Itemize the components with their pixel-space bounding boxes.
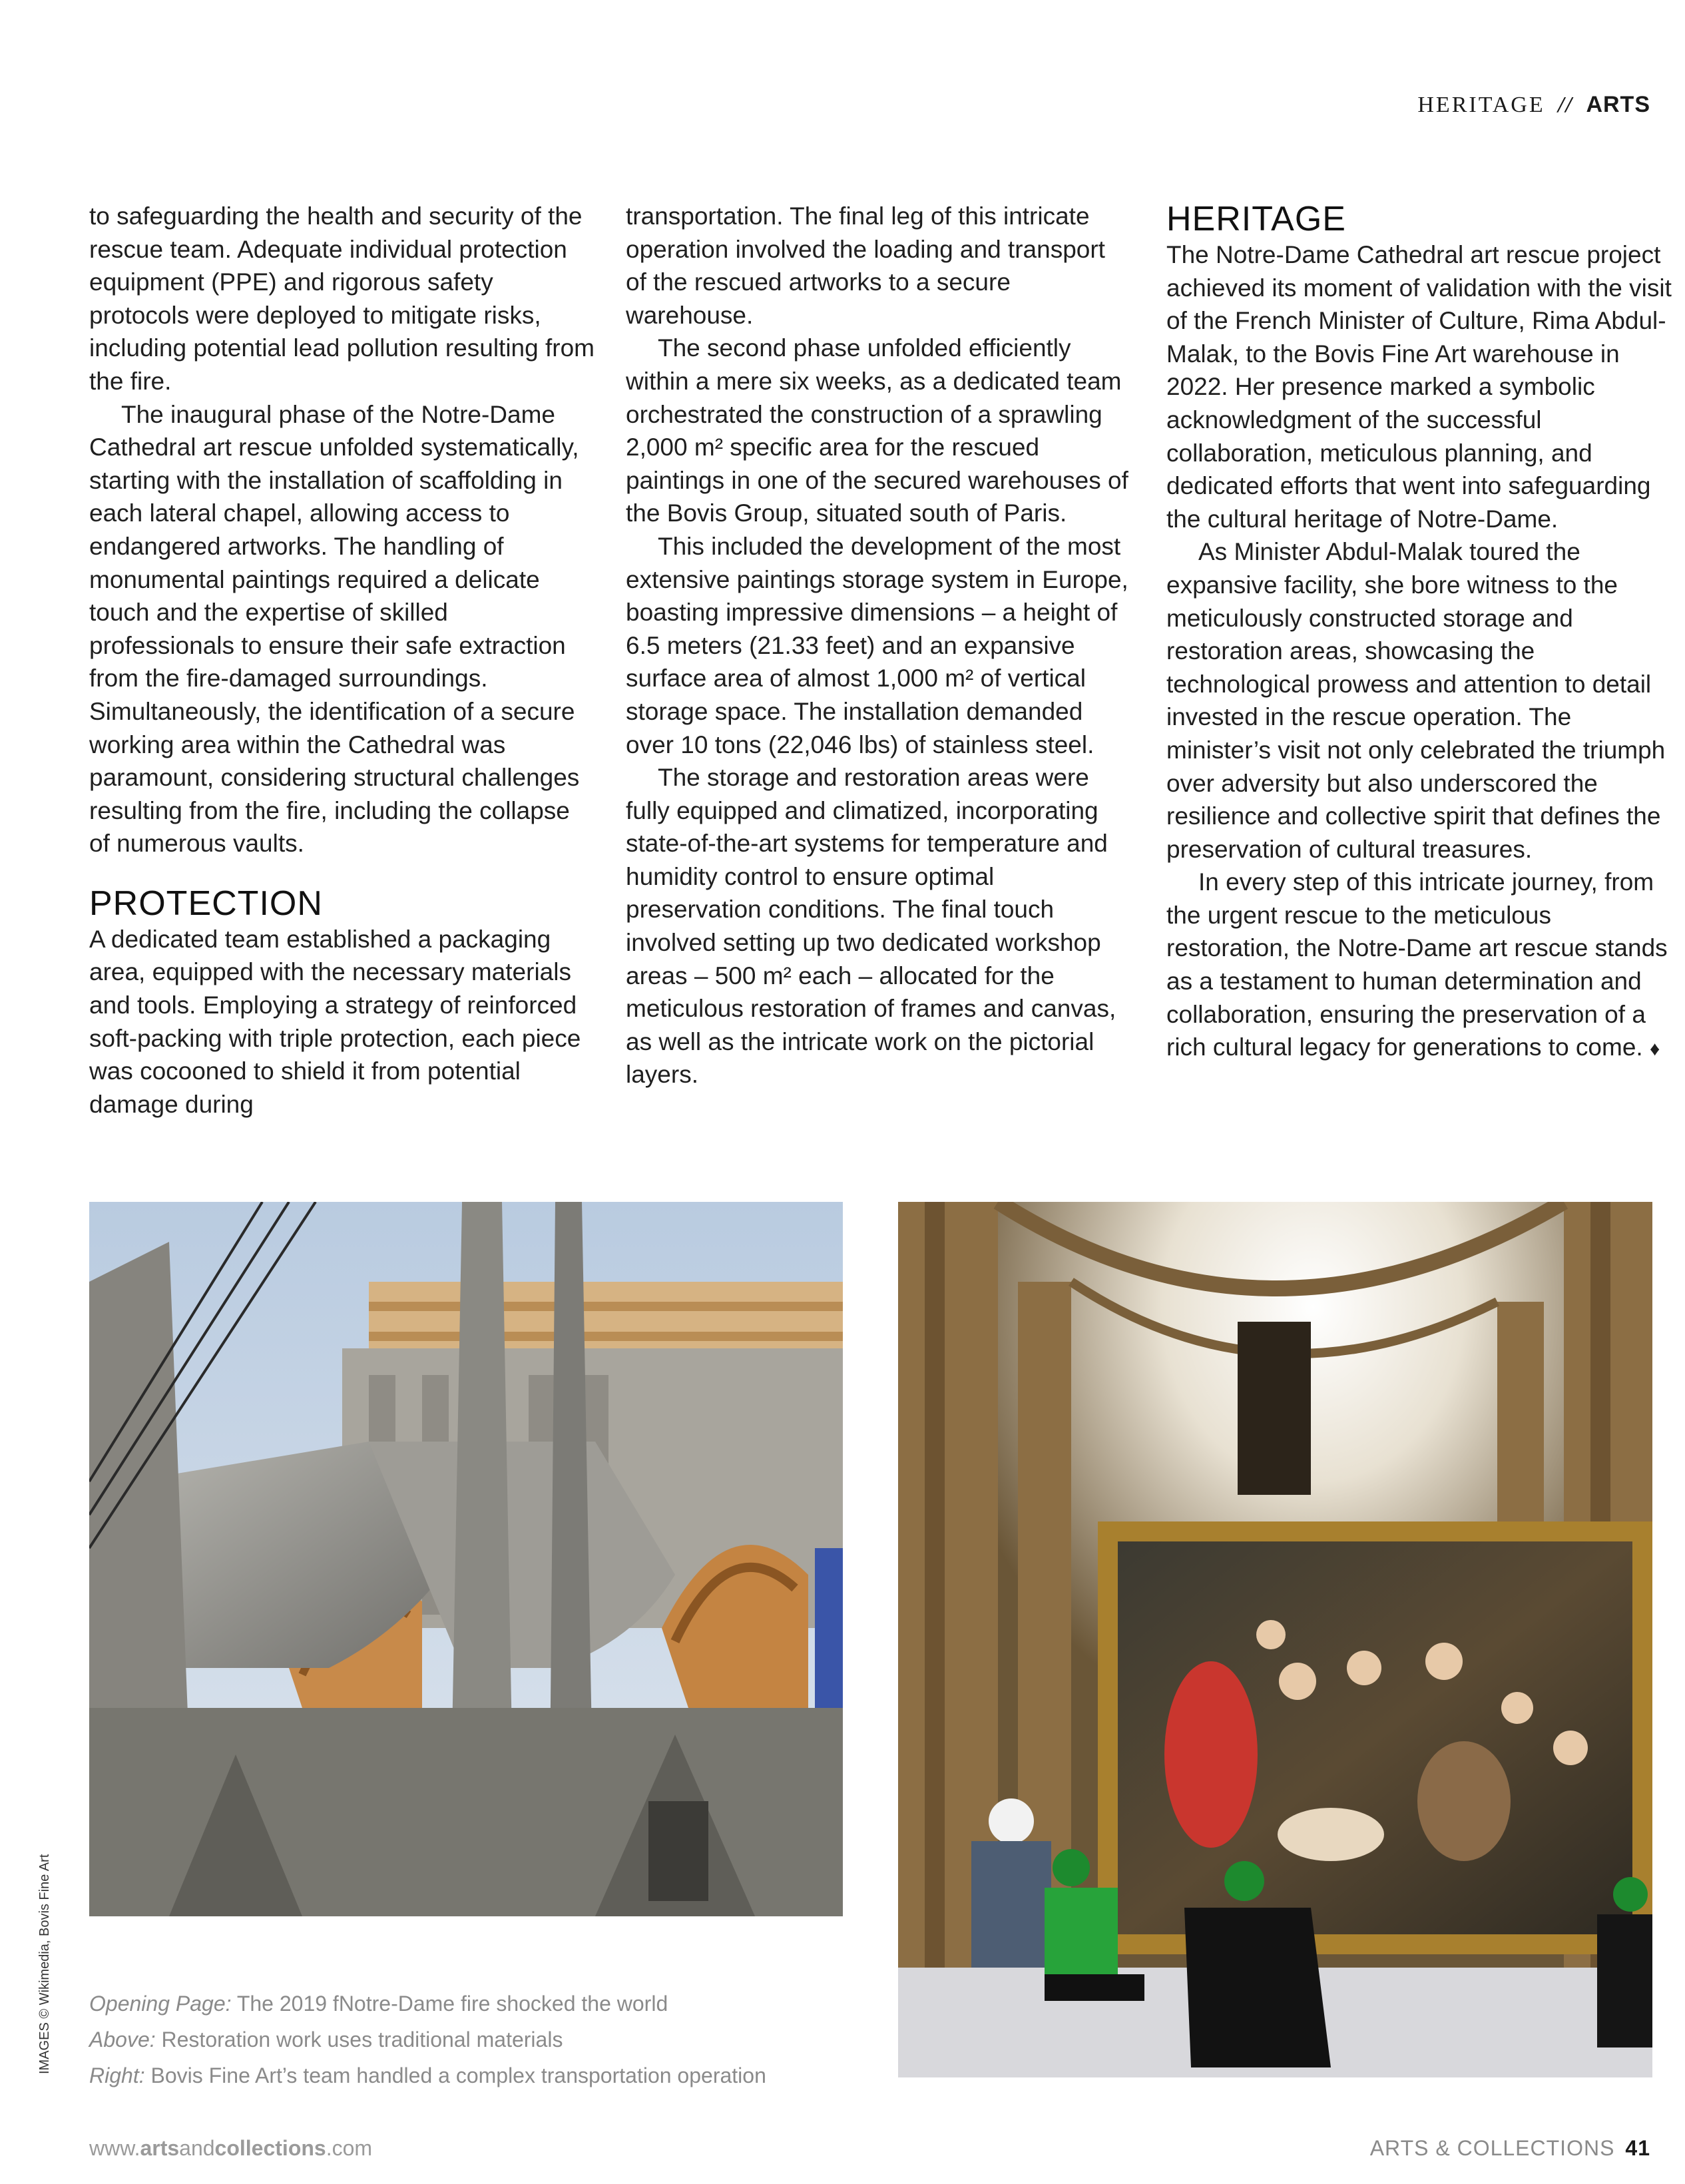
- site-arts: arts: [140, 2136, 180, 2160]
- site-collections: collections: [214, 2136, 326, 2160]
- site-and: and: [179, 2136, 215, 2160]
- footer-website[interactable]: [89, 2136, 372, 2161]
- text-column-1: [89, 200, 595, 1121]
- site-prefix: www.: [89, 2136, 140, 2160]
- paragraph-text: In every step of this intricate journey, from the urgent rescue to the meticulous restoration, the Notre-Dame art rescue stands as a testament to human determination and collaboration, ensuring the preservation of a rich cultural legacy for generations to come.: [1166, 868, 1668, 1061]
- caption-text: Bovis Fine Art’s team handled a complex transportation operation: [150, 2063, 766, 2087]
- image-credit: IMAGES © Wikimedia, Bovis Fine Art: [37, 1854, 52, 2074]
- paragraph: A dedicated team established a packaging area, equipped with the necessary materials and tools. Employing a strategy of reinforced soft-packing with triple protection, each piece was cocooned to shield it from potential damage during: [89, 925, 581, 1118]
- paragraph: The inaugural phase of the Notre-Dame Cathedral art rescue unfolded systematically, starting with the installation of scaffolding in each lateral chapel, allowing access to endangered artworks. The handling of monumental paintings required a delicate touch and the expertise of skilled professionals to ensure their safe extraction from the fire-damaged surroundings. Simultaneously, the identification of a secure working area within the Cathedral was paramount, considering structural challenges resulting from the fire, including the collapse of numerous vaults.: [89, 400, 580, 858]
- caption-label: Above:: [89, 2028, 156, 2051]
- running-header: [1417, 92, 1650, 118]
- end-mark-icon: ♦: [1649, 1038, 1660, 1061]
- paragraph: As Minister Abdul-Malak toured the expansive facility, she bore witness to the meticulously constructed storage and restoration areas, showcasing the technological prowess and attention to detail invested in the rescue operation. The minister’s visit not only celebrated the triumph over adversity but also underscored the resilience and collective spirit that defines the preservation of cultural treasures.: [1166, 538, 1666, 863]
- paragraph: The storage and restoration areas were fully equipped and climatized, incorporating state-of-the-art systems for temperature and humidity control to ensure optimal preservation conditions. The final touch involved setting up two dedicated workshop areas – 500 m² each – allocated for the meticulous restoration of frames and canvas, as well as the intricate work on the pictorial layers.: [626, 764, 1116, 1089]
- paragraph: transportation. The final leg of this intricate operation involved the loading and transport of the rescued artworks to a secure warehouse.: [626, 202, 1105, 329]
- caption-line: [89, 2057, 766, 2093]
- text-column-2: [626, 200, 1132, 1091]
- text-column-3: [1166, 200, 1672, 1066]
- photo-captions: [89, 1986, 766, 2093]
- paragraph: The Notre-Dame Cathedral art rescue project achieved its moment of validation with the visit of the French Minister of Culture, Rima Abdul-Malak, to the Bovis Fine Art warehouse in 2022. Her presence marked a symbolic acknowledgment of the successful collaboration, meticulous planning, and dedicated efforts that went into safeguarding the cultural heritage of Notre-Dame.: [1166, 241, 1672, 533]
- section-heading-protection: PROTECTION: [89, 884, 323, 923]
- caption-label: Right:: [89, 2063, 145, 2087]
- caption-label: Opening Page:: [89, 1992, 232, 2016]
- caption-text: The 2019 fNotre-Dame fire shocked the world: [236, 1992, 668, 2016]
- header-section: HERITAGE: [1417, 93, 1545, 117]
- page-number: 41: [1625, 2136, 1650, 2160]
- caption-line: [89, 2022, 766, 2057]
- caption-line: [89, 1986, 766, 2022]
- paragraph: to safeguarding the health and security of the rescue team. Adequate individual protection equipment (PPE) and rigorous safety protocols were deployed to mitigate risks, including potential lead pollution resulting from the fire.: [89, 202, 595, 395]
- paragraph: [1166, 866, 1672, 1066]
- caption-text: Restoration work uses traditional materials: [161, 2028, 563, 2051]
- footer-folio: [1370, 2136, 1650, 2161]
- section-heading-heritage: HERITAGE: [1166, 200, 1346, 238]
- photo-icon: [89, 1202, 843, 1916]
- paragraph: The second phase unfolded efficiently within a mere six weeks, as a dedicated team orchestrated the construction of a sprawling 2,000 m² specific area for the rescued paintings in one of the secured warehouses of the Bovis Group, situated south of Paris.: [626, 334, 1128, 527]
- photo-icon: [898, 1202, 1652, 2077]
- painting-rescue-photo: [898, 1202, 1652, 2077]
- cathedral-buttresses-photo: [89, 1202, 843, 1916]
- header-separator: //: [1558, 93, 1573, 117]
- header-category: ARTS: [1586, 92, 1650, 117]
- magazine-name: ARTS & COLLECTIONS: [1369, 2136, 1615, 2160]
- paragraph: This included the development of the most extensive paintings storage system in Europe, boasting impressive dimensions – a height of 6.5 meters (21.33 feet) and an expansive surface area of almost 1,000 m² of vertical storage space. The installation demanded over 10 tons (22,046 lbs) of stainless steel.: [626, 532, 1128, 758]
- site-suffix: .com: [326, 2136, 373, 2160]
